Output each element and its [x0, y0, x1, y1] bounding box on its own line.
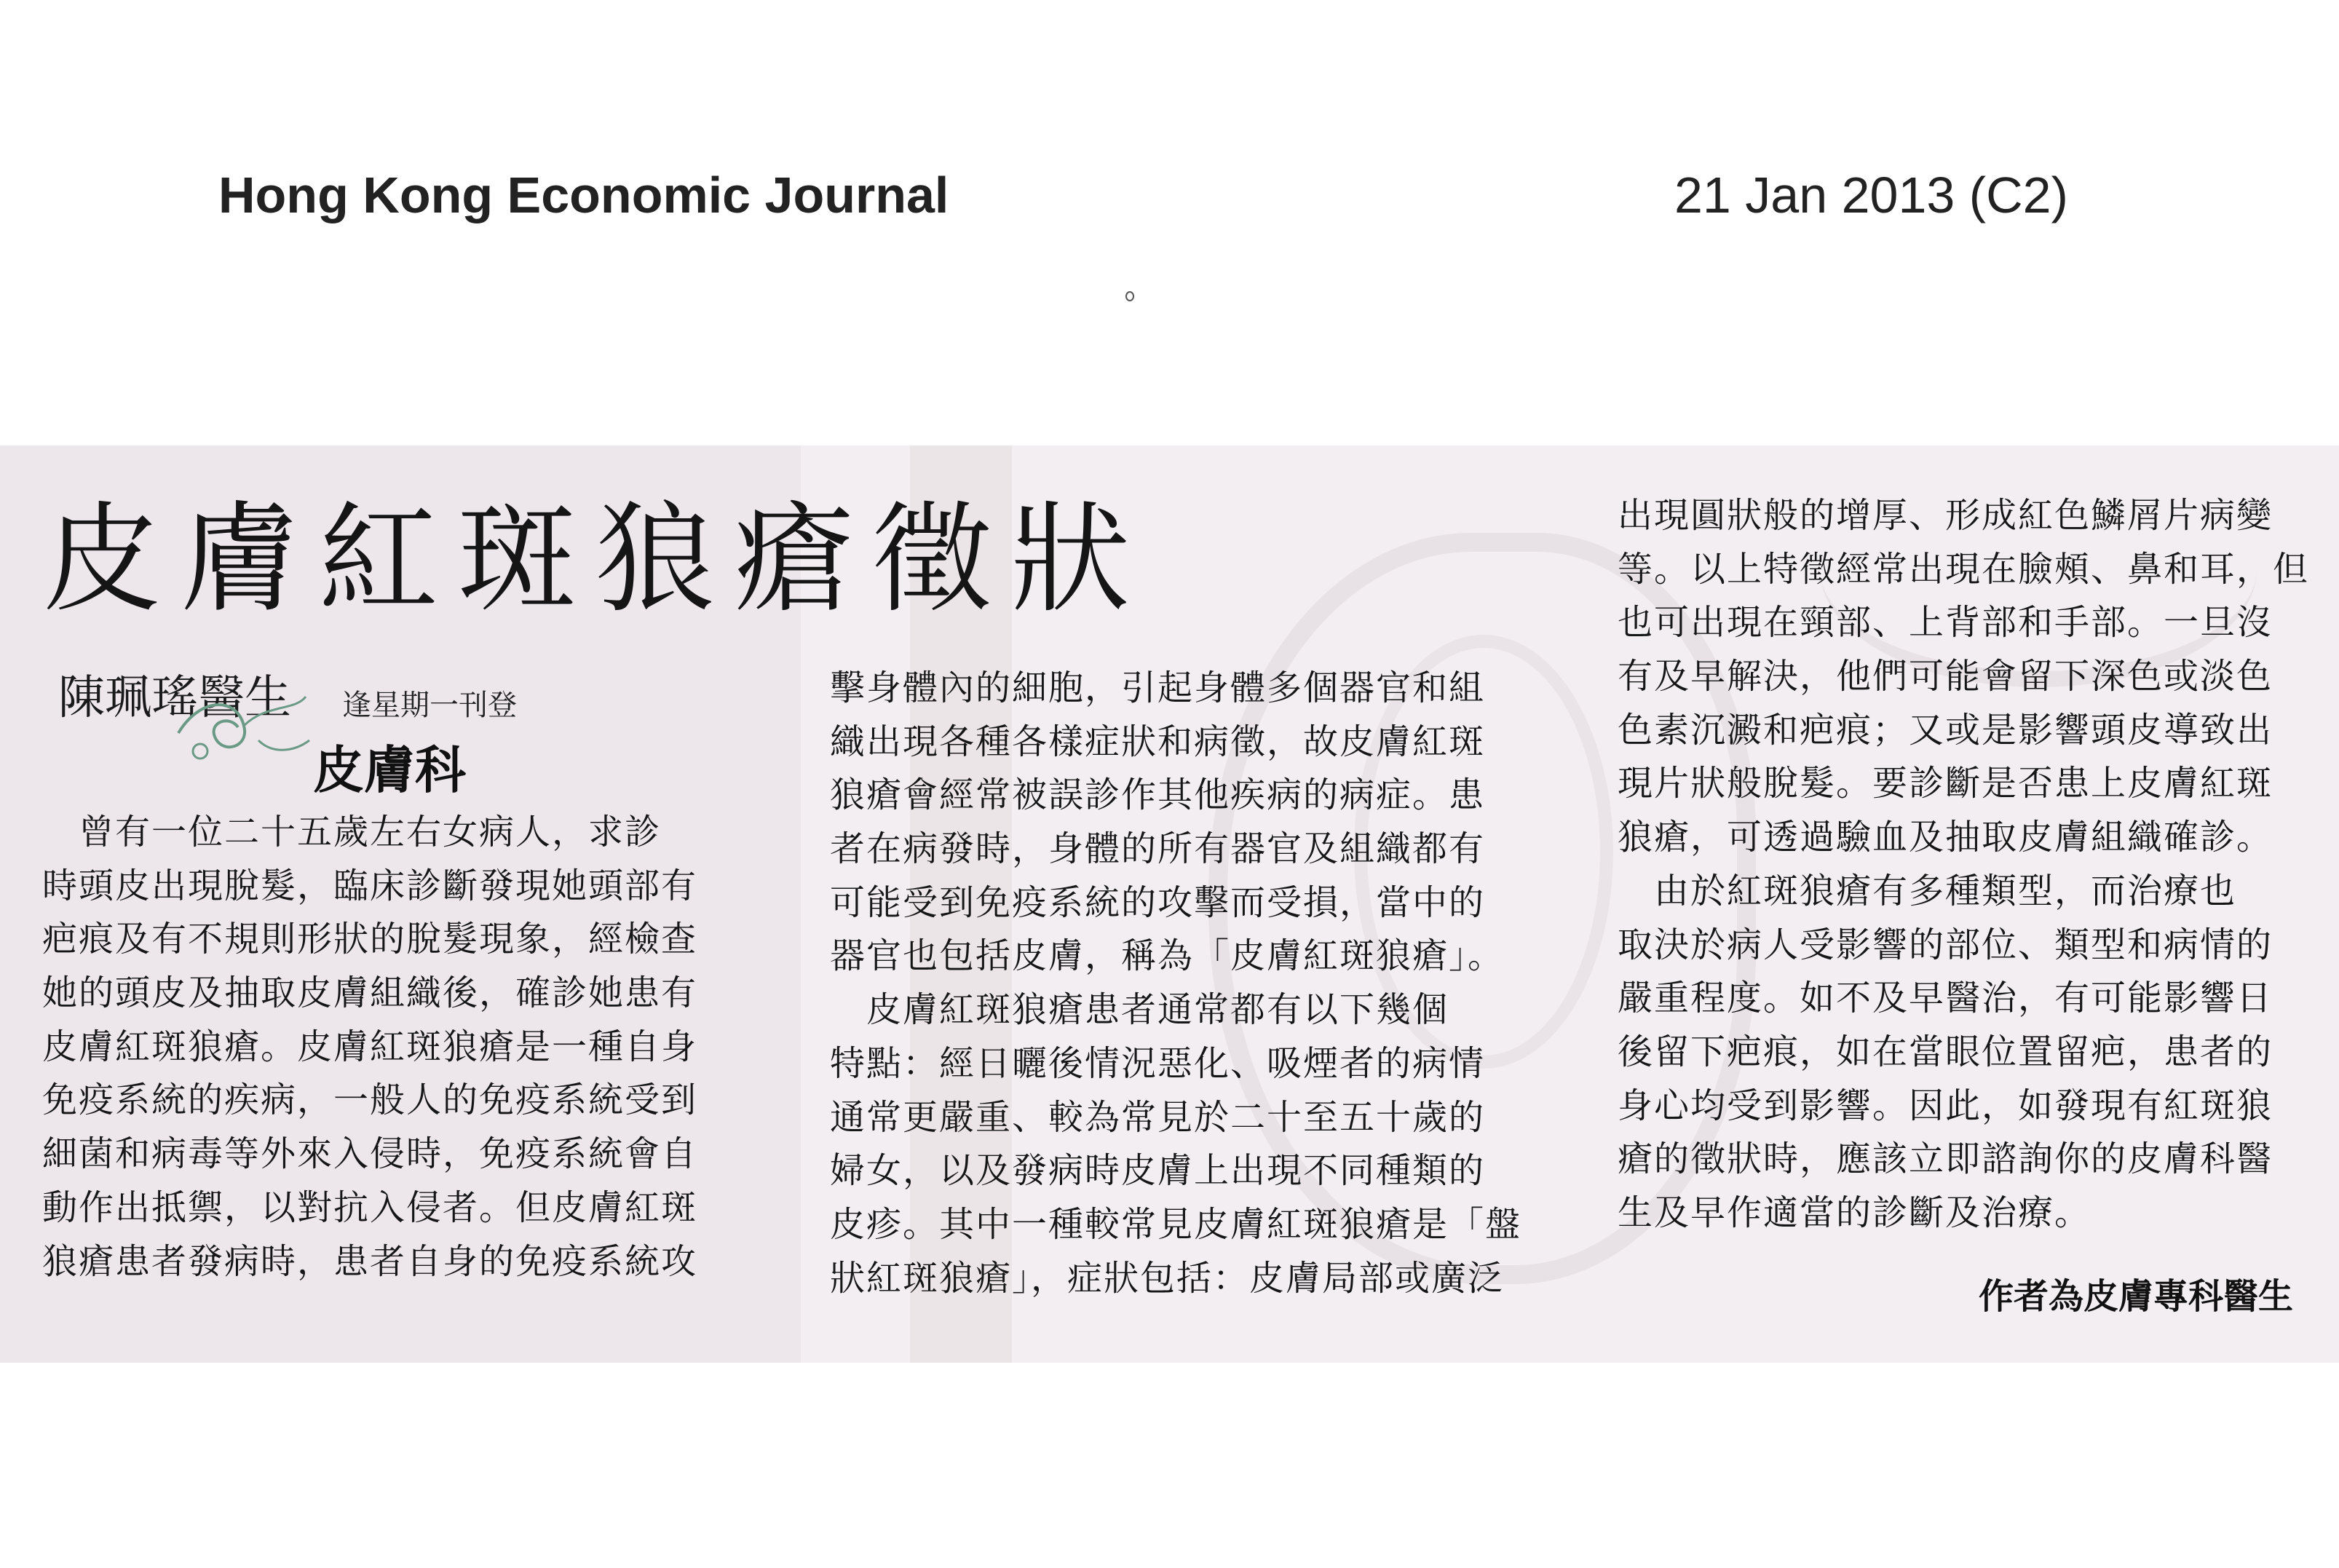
article-column-1 [42, 806, 697, 1288]
text-line: 狀紅斑狼瘡」，症狀包括：皮膚局部或廣泛 [830, 1257, 1505, 1299]
text-line: 現片狀般脫髮。要診斷是否患上皮膚紅斑 [1618, 763, 2273, 804]
text-line: 免疫系統的疾病，一般人的免疫系統受到 [42, 1080, 698, 1121]
masthead [0, 166, 2339, 231]
text-line: 生及早作適當的診斷及治療。 [1618, 1192, 2091, 1233]
text-line: 者在病發時，身體的所有器官及組織都有 [830, 828, 1486, 870]
text-line: 有及早解決，他們可能會留下深色或淡色 [1618, 656, 2273, 697]
text-line: 後留下疤痕，如在當眼位置留疤，患者的 [1618, 1031, 2273, 1072]
text-line: 織出現各種各樣症狀和病徵，故皮膚紅斑 [830, 721, 1486, 762]
author-name: 陳珮瑤醫生 [58, 671, 291, 725]
text-line: 色素沉澱和疤痕；又或是影響頭皮導致出 [1618, 709, 2273, 751]
scan-speck [1125, 291, 1134, 301]
section-name: 皮膚科 [313, 740, 466, 800]
text-line: 狼瘡患者發病時，患者自身的免疫系統攻 [42, 1240, 698, 1282]
text-line: 由於紅斑狼瘡有多種類型，而治療也 [1618, 870, 2237, 911]
text-line: 皮膚紅斑狼瘡患者通常都有以下幾個 [830, 989, 1449, 1031]
text-line: 曾有一位二十五歲左右女病人，求診 [42, 812, 662, 852]
text-line: 皮疹。其中一種較常見皮膚紅斑狼瘡是「盤 [830, 1203, 1522, 1245]
text-line: 取決於病人受影響的部位、類型和病情的 [1618, 924, 2273, 965]
newspaper-clipping [0, 446, 2339, 1363]
text-line: 器官也包括皮膚，稱為「皮膚紅斑狼瘡」。 [830, 935, 1505, 977]
text-line: 特點：經日曬後情況惡化、吸煙者的病情 [830, 1042, 1486, 1084]
text-line: 可能受到免疫系統的攻擊而受損，當中的 [830, 882, 1486, 923]
text-line: 細菌和病毒等外來入侵時，免疫系統會自 [42, 1133, 698, 1175]
text-line: 通常更嚴重、較為常見於二十至五十歲的 [830, 1096, 1486, 1138]
text-line: 時頭皮出現脫髮，臨床診斷發現她頭部有 [42, 865, 698, 906]
text-line: 身心均受到影響。因此，如發現有紅斑狼 [1618, 1085, 2273, 1126]
text-line: 她的頭皮及抽取皮膚組織後，確診她患有 [42, 973, 698, 1014]
article-headline: 皮膚紅斑狼瘡徵狀 [42, 490, 1149, 629]
text-line: 疤痕及有不規則形狀的脫髮現象，經檢查 [42, 919, 698, 960]
publication-date: 21 Jan 2013 (C2) [1674, 167, 2068, 223]
author-byline: 作者為皮膚專科醫生 [1979, 1276, 2294, 1317]
text-line: 擊身體內的細胞，引起身體多個器官和組 [830, 668, 1486, 708]
publication-name: Hong Kong Economic Journal [218, 167, 949, 223]
text-line: 等。以上特徵經常出現在臉頰、鼻和耳，但 [1618, 548, 2310, 590]
text-line: 瘡的徵狀時，應該立即諮詢你的皮膚科醫 [1618, 1139, 2273, 1180]
text-line: 皮膚紅斑狼瘡。皮膚紅斑狼瘡是一種自身 [42, 1026, 698, 1067]
text-line: 也可出現在頸部、上背部和手部。一旦沒 [1618, 602, 2273, 644]
article-column-2 [830, 662, 1521, 1305]
text-line: 動作出抵禦，以對抗入侵者。但皮膚紅斑 [42, 1187, 698, 1228]
text-line: 狼瘡會經常被誤診作其他疾病的病症。患 [830, 775, 1486, 816]
text-line: 出現圓狀般的增厚、形成紅色鱗屑片病變 [1618, 495, 2273, 536]
text-line: 婦女，以及發病時皮膚上出現不同種類的 [830, 1150, 1486, 1192]
article-column-3 [1618, 489, 2309, 1240]
column-schedule: 逢星期一刊登 [342, 689, 517, 722]
decorative-swirl-icon [171, 682, 317, 769]
text-line: 狼瘡，可透過驗血及抽取皮膚組織確診。 [1618, 817, 2273, 858]
text-line: 嚴重程度。如不及早醫治，有可能影響日 [1618, 978, 2273, 1019]
